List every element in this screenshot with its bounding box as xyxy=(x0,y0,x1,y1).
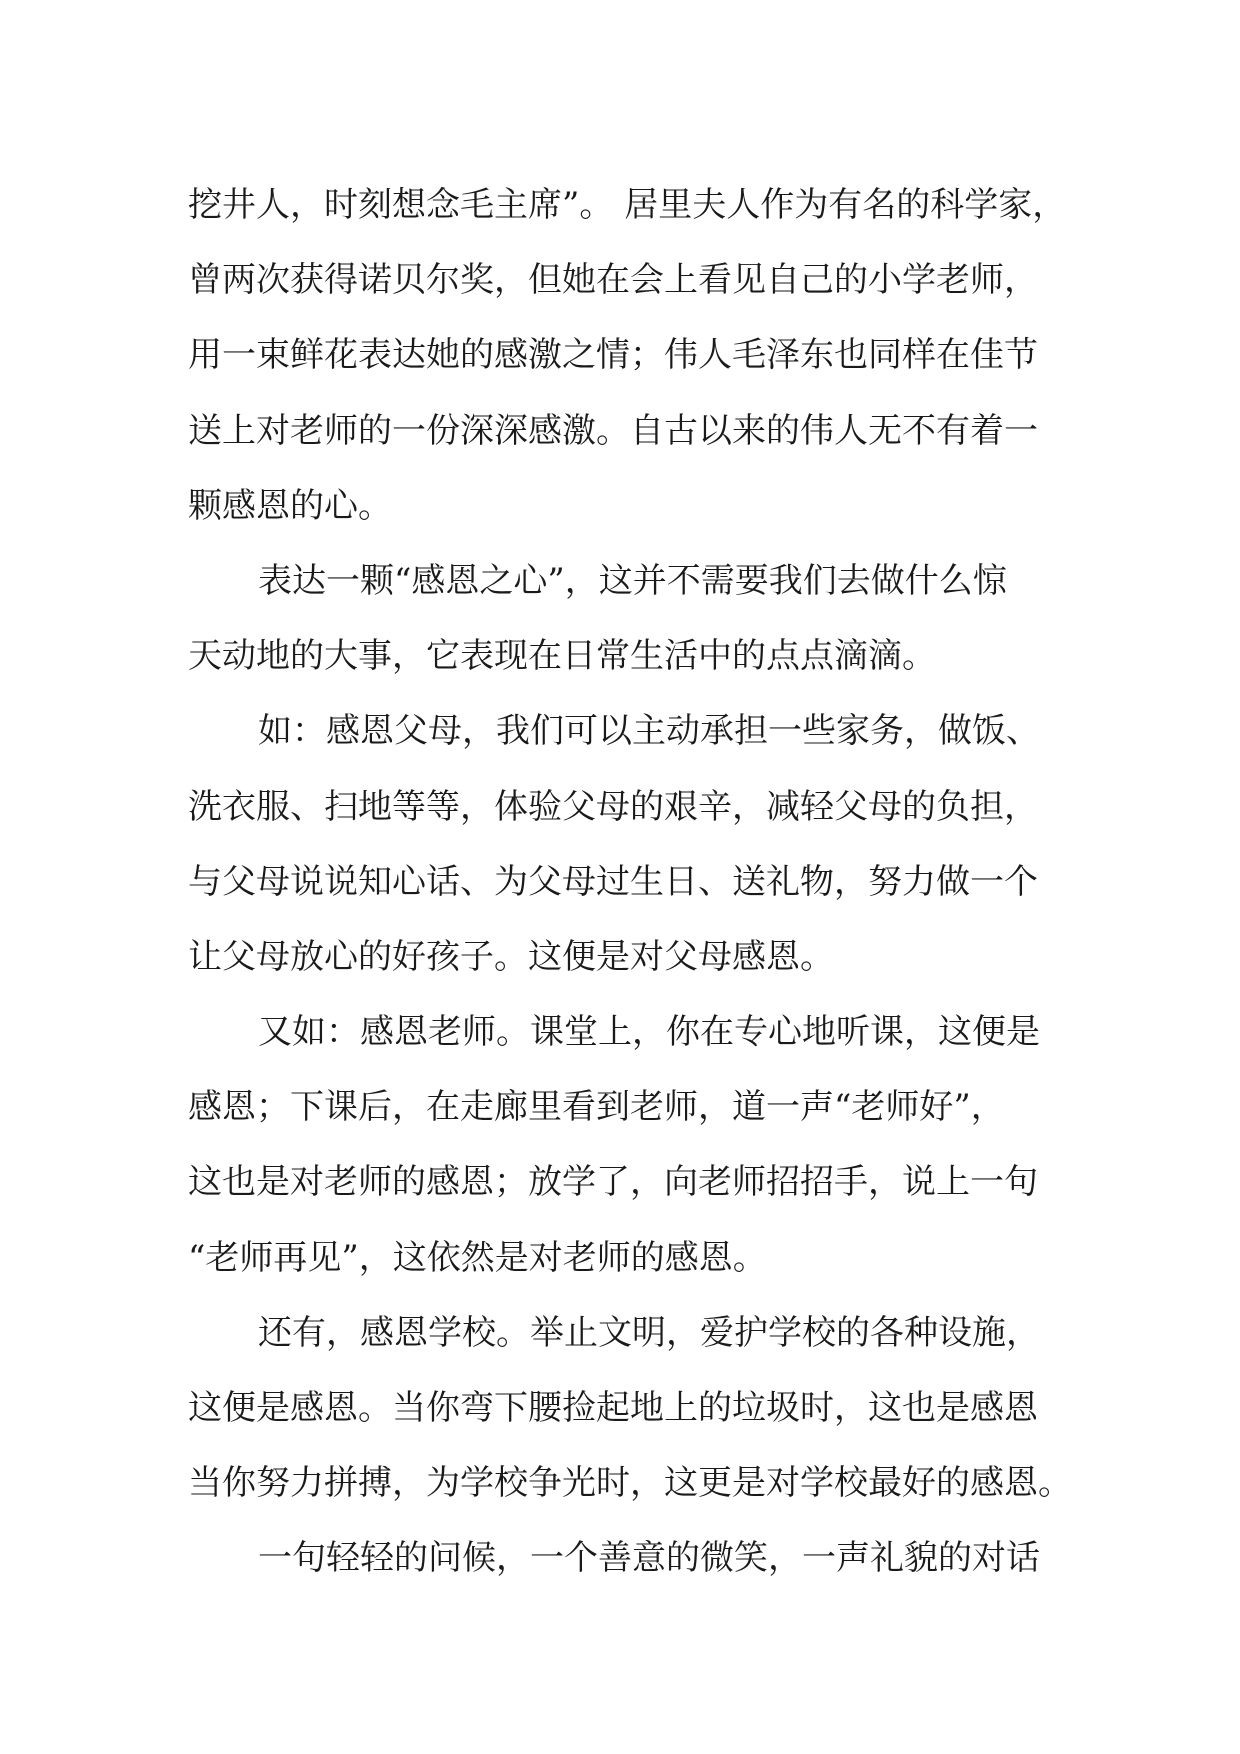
paragraph-start-line: 还有，感恩学校。举止文明，爱护学校的各种设施， xyxy=(258,1312,1040,1353)
paragraph-start-line: 如：感恩父母，我们可以主动承担一些家务，做饭、 xyxy=(258,711,1040,752)
paragraph-start-line: 一句轻轻的问候，一个善意的微笑，一声礼貌的对话 xyxy=(258,1538,1040,1579)
text-line: 曾两次获得诺贝尔奖，但她在会上看见自己的小学老师， xyxy=(188,260,1038,301)
text-line: 当你努力拼搏，为学校争光时，这更是对学校最好的感恩。 xyxy=(188,1463,1072,1504)
text-line: “老师再见”，这依然是对老师的感恩。 xyxy=(188,1237,767,1278)
text-line: 与父母说说知心话、为父母过生日、送礼物，努力做一个 xyxy=(188,861,1038,902)
text-line: 天动地的大事，它表现在日常生活中的点点滴滴。 xyxy=(188,636,936,677)
text-line: 洗衣服、扫地等等，体验父母的艰辛，减轻父母的负担， xyxy=(188,786,1038,827)
text-line: 送上对老师的一份深深感激。自古以来的伟人无不有着一 xyxy=(188,410,1038,451)
text-line: 颗感恩的心。 xyxy=(188,485,392,526)
paragraph-start-line: 表达一颗“感恩之心”，这并不需要我们去做什么惊 xyxy=(258,560,1007,601)
text-line: 这便是感恩。当你弯下腰捡起地上的垃圾时，这也是感恩 xyxy=(188,1388,1038,1428)
text-line: 让父母放心的好孩子。这便是对父母感恩。 xyxy=(188,936,834,977)
text-line: 挖井人，时刻想念毛主席”。 居里夫人作为有名的科学家， xyxy=(188,185,1067,225)
text-line: 感恩；下课后，在走廊里看到老师，道一声“老师好”， xyxy=(188,1087,1005,1128)
document-body xyxy=(188,168,1072,1597)
text-line: 这也是对老师的感恩；放学了，向老师招招手，说上一句 xyxy=(188,1162,1038,1203)
text-line: 用一束鲜花表达她的感激之情；伟人毛泽东也同样在佳节 xyxy=(188,335,1038,376)
paragraph-start-line: 又如：感恩老师。课堂上，你在专心地听课，这便是 xyxy=(258,1012,1040,1053)
